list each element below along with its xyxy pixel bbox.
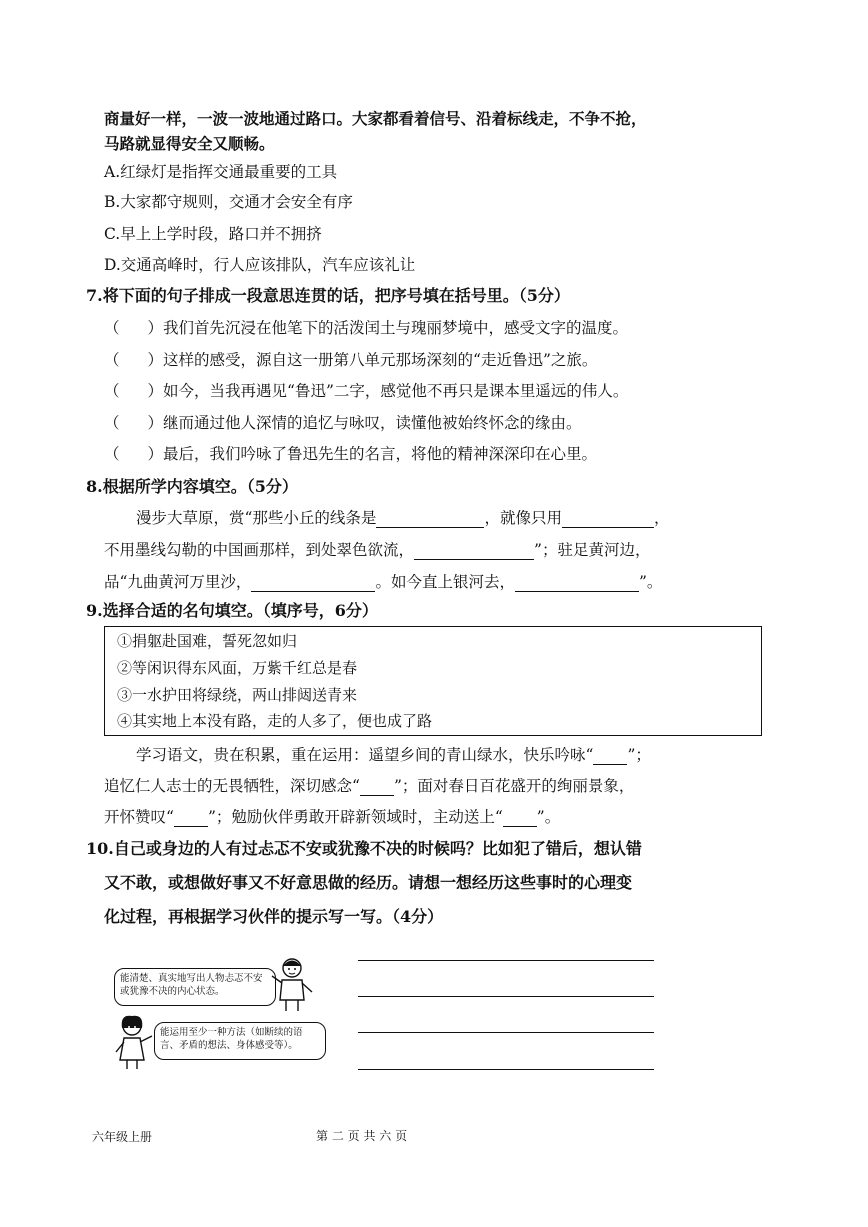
q9-quote-4: ④其实地上本没有路，走的人多了，便也成了路 (117, 712, 433, 730)
writing-line-4[interactable] (358, 1069, 654, 1070)
writing-line-3[interactable] (358, 1032, 654, 1033)
q6-passage-line-1: 商量好一样，一波一波地通过路口。大家都看着信号、沿着标线走，不争不抢， (104, 109, 647, 128)
q9-para-line-2: 追忆仁人志士的无畏牺牲，深切感念“ ”；面对春日百花盛开的绚丽景象， (104, 777, 635, 795)
q7-item-3: （ ）如今，当我再遇见“鲁迅”二字，感觉他不再只是课本里遥远的伟人。 (104, 382, 629, 400)
q9-quote-3: ③一水护田将绿绕，两山排闼送青来 (117, 686, 358, 704)
hint-bubble-1: 能清楚、真实地写出人物忐忑不安或犹豫不决的内心状态。 (114, 968, 276, 1006)
partner-boy-icon (268, 956, 318, 1012)
q7-item-5: （ ）最后，我们吟咏了鲁迅先生的名言，将他的精神深深印在心里。 (104, 445, 598, 463)
q8-line-1: 漫步大草原，赏“那些小丘的线条是 ，就像只用 ， (136, 509, 670, 527)
footer-grade: 六年级上册 (92, 1130, 153, 1144)
q9-blank-3[interactable] (174, 810, 208, 827)
q9-para-line-1: 学习语文，贵在积累，重在运用：遥望乡间的青山绿水，快乐吟咏“ ”； (136, 746, 651, 764)
q9-para-line-3: 开怀赞叹“ ”；勉励伙伴勇敢开辟新领域时，主动送上“ ”。 (104, 808, 561, 826)
q9-quote-2: ②等闲识得东风面，万紫千红总是春 (117, 659, 358, 677)
q9-blank-2[interactable] (360, 779, 394, 796)
q10-prompt-line-1: 10.自己或身边的人有过忐忑不安或犹豫不决的时候吗？比如犯了错后，想认错 (86, 839, 642, 858)
q9-quote-1: ①捐躯赴国难，誓死忽如归 (117, 632, 298, 650)
q6-option-a: A.红绿灯是指挥交通最重要的工具 (104, 163, 338, 181)
footer-page-number: 第 二 页 共 六 页 (316, 1129, 408, 1143)
q10-prompt-line-3: 化过程，再根据学习伙伴的提示写一写。（4分） (104, 907, 444, 926)
q8-line-3: 品“九曲黄河万里沙， 。如今直上银河去， ”。 (104, 573, 663, 591)
q6-option-c: C.早上上学时段，路口并不拥挤 (104, 225, 322, 243)
q9-blank-4[interactable] (503, 810, 537, 827)
writing-line-2[interactable] (358, 996, 654, 997)
q8-title: 8.根据所学内容填空。（5分） (86, 477, 298, 496)
partner-girl-icon (112, 1014, 156, 1070)
q8-line-2: 不用墨线勾勒的中国画那样，到处翠色欲流， ”；驻足黄河边， (104, 541, 651, 559)
q7-item-1: （ ）我们首先沉浸在他笔下的活泼闰土与瑰丽梦境中，感受文字的温度。 (104, 319, 629, 337)
q6-option-b: B.大家都守规则，交通才会安全有序 (104, 193, 353, 211)
writing-line-1[interactable] (358, 960, 654, 961)
q7-item-4: （ ）继而通过他人深情的追忆与咏叹，读懂他被始终怀念的缘由。 (104, 414, 582, 432)
q8-blank-2[interactable] (562, 511, 654, 528)
q8-blank-1[interactable] (376, 511, 484, 528)
q10-prompt-line-2: 又不敢，或想做好事又不好意思做的经历。请想一想经历这些事时的心理变 (104, 873, 633, 892)
q6-option-d: D.交通高峰时，行人应该排队，汽车应该礼让 (104, 256, 416, 274)
q9-quotes-box (104, 626, 762, 736)
q8-blank-4[interactable] (251, 575, 375, 592)
q8-blank-5[interactable] (515, 575, 639, 592)
q9-title: 9.选择合适的名句填空。（填序号，6分） (86, 601, 378, 620)
q8-blank-3[interactable] (414, 543, 534, 560)
hint-bubble-2: 能运用至少一种方法（如断续的语言、矛盾的想法、身体感受等）。 (154, 1022, 326, 1060)
q9-blank-1[interactable] (593, 748, 627, 765)
q7-title: 7.将下面的句子排成一段意思连贯的话，把序号填在括号里。（5分） (86, 286, 570, 305)
q7-item-2: （ ）这样的感受，源自这一册第八单元那场深刻的“走近鲁迅”之旅。 (104, 351, 598, 369)
q6-passage-line-2: 马路就显得安全又顺畅。 (104, 134, 275, 153)
